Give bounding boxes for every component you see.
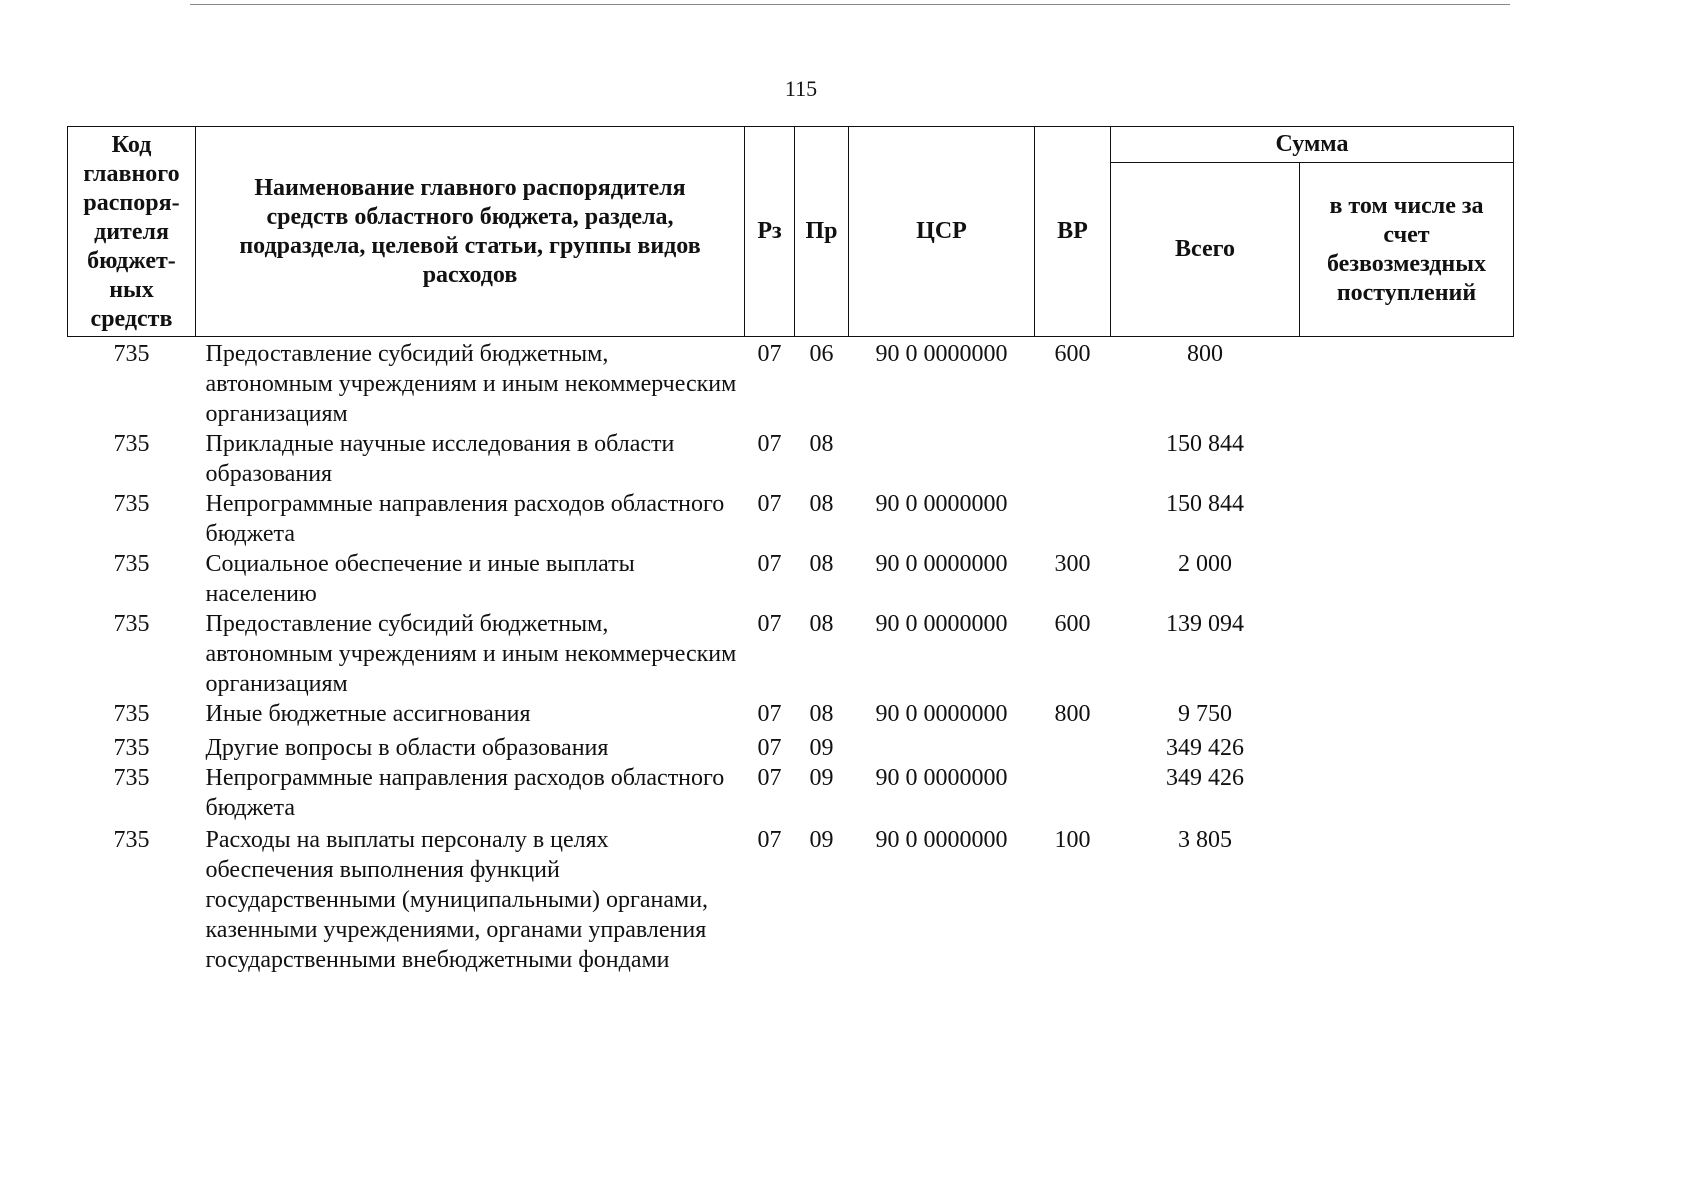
cell-vr: 100 [1054, 827, 1091, 853]
table-row [68, 699, 1514, 729]
cell-rz: 07 [757, 341, 782, 367]
cell-grant [1300, 429, 1514, 489]
cell-rz: 07 [757, 431, 782, 457]
cell-total: 2 000 [1178, 551, 1232, 577]
cell-rz: 07 [757, 765, 782, 791]
header-code: Код главного распоря-дителя бюджет-ных средств [68, 127, 196, 337]
cell-code: 735 [113, 827, 150, 853]
cell-code: 735 [113, 611, 150, 637]
table-row [68, 729, 1514, 763]
cell-name: Непрограммные направления расходов областного бюджета [205, 491, 725, 547]
cell-total: 349 426 [1166, 735, 1244, 761]
cell-code: 735 [113, 551, 150, 577]
cell-total: 349 426 [1166, 765, 1244, 791]
cell-name: Предоставление субсидий бюджетным, автономным учреждениям и иным некоммерческим организациям [205, 611, 737, 697]
cell-csr: 90 0 0000000 [875, 491, 1008, 517]
cell-grant [1300, 699, 1514, 729]
scan-top-rule [190, 4, 1510, 5]
cell-total: 3 805 [1178, 827, 1232, 853]
cell-vr [1035, 489, 1111, 549]
cell-pr: 08 [809, 431, 834, 457]
table-row [68, 609, 1514, 699]
table-row [68, 549, 1514, 609]
cell-vr: 300 [1054, 551, 1091, 577]
header-pr: Пр [795, 127, 849, 337]
cell-grant [1300, 609, 1514, 699]
cell-grant [1300, 763, 1514, 823]
cell-total: 139 094 [1166, 611, 1244, 637]
cell-name: Прикладные научные исследования в области образования [205, 431, 675, 487]
cell-csr: 90 0 0000000 [875, 341, 1008, 367]
cell-pr: 08 [809, 701, 834, 727]
table-row [68, 337, 1514, 430]
cell-vr: 600 [1054, 611, 1091, 637]
cell-name: Иные бюджетные ассигнования [205, 701, 531, 727]
header-vr: ВР [1035, 127, 1111, 337]
cell-pr: 09 [809, 735, 834, 761]
cell-name: Непрограммные направления расходов областного бюджета [205, 765, 725, 821]
cell-grant [1300, 489, 1514, 549]
table-row [68, 429, 1514, 489]
cell-csr: 90 0 0000000 [875, 827, 1008, 853]
cell-code: 735 [113, 765, 150, 791]
table-row [68, 823, 1514, 975]
cell-pr: 08 [809, 491, 834, 517]
cell-rz: 07 [757, 701, 782, 727]
cell-code: 735 [113, 491, 150, 517]
cell-code: 735 [113, 341, 150, 367]
cell-code: 735 [113, 701, 150, 727]
cell-grant [1300, 729, 1514, 763]
cell-csr: 90 0 0000000 [875, 765, 1008, 791]
cell-total: 800 [1187, 341, 1223, 367]
cell-grant [1300, 337, 1514, 430]
page-number: 115 [784, 76, 818, 101]
cell-vr: 600 [1054, 341, 1091, 367]
table-row [68, 763, 1514, 823]
cell-csr [849, 429, 1035, 489]
cell-csr [849, 729, 1035, 763]
table-body [68, 337, 1514, 976]
cell-rz: 07 [757, 827, 782, 853]
cell-name: Другие вопросы в области образования [205, 735, 609, 761]
cell-grant [1300, 823, 1514, 975]
table-row [68, 489, 1514, 549]
cell-csr: 90 0 0000000 [875, 551, 1008, 577]
budget-table [67, 126, 1514, 975]
cell-csr: 90 0 0000000 [875, 701, 1008, 727]
header-grant: в том числе за счет безвозмездных поступлений [1300, 163, 1514, 337]
header-sum: Сумма [1111, 127, 1514, 163]
cell-pr: 09 [809, 827, 834, 853]
cell-rz: 07 [757, 551, 782, 577]
header-name: Наименование главного распорядителя средств областного бюджета, раздела, подраздела, целевой статьи, группы видов расходов [196, 127, 745, 337]
cell-total: 150 844 [1166, 491, 1244, 517]
cell-code: 735 [113, 431, 150, 457]
cell-vr [1035, 763, 1111, 823]
cell-rz: 07 [757, 491, 782, 517]
cell-csr: 90 0 0000000 [875, 611, 1008, 637]
cell-rz: 07 [757, 735, 782, 761]
cell-grant [1300, 549, 1514, 609]
header-rz: Рз [745, 127, 795, 337]
cell-vr [1035, 429, 1111, 489]
cell-total: 150 844 [1166, 431, 1244, 457]
cell-name: Социальное обеспечение и иные выплаты населению [205, 551, 635, 607]
header-csr: ЦСР [849, 127, 1035, 337]
cell-pr: 08 [809, 611, 834, 637]
cell-code: 735 [113, 735, 150, 761]
cell-vr [1035, 729, 1111, 763]
cell-name: Расходы на выплаты персоналу в целях обеспечения выполнения функций государственными (муниципальными) органами, казенными учреждениями, органами управления государственными внебюджетными фондами [205, 827, 709, 973]
cell-pr: 09 [809, 765, 834, 791]
cell-pr: 08 [809, 551, 834, 577]
table-header [68, 127, 1514, 337]
cell-pr: 06 [809, 341, 834, 367]
cell-rz: 07 [757, 611, 782, 637]
cell-total: 9 750 [1178, 701, 1232, 727]
cell-vr: 800 [1054, 701, 1091, 727]
header-total: Всего [1111, 163, 1300, 337]
cell-name: Предоставление субсидий бюджетным, автономным учреждениям и иным некоммерческим организациям [205, 341, 737, 427]
